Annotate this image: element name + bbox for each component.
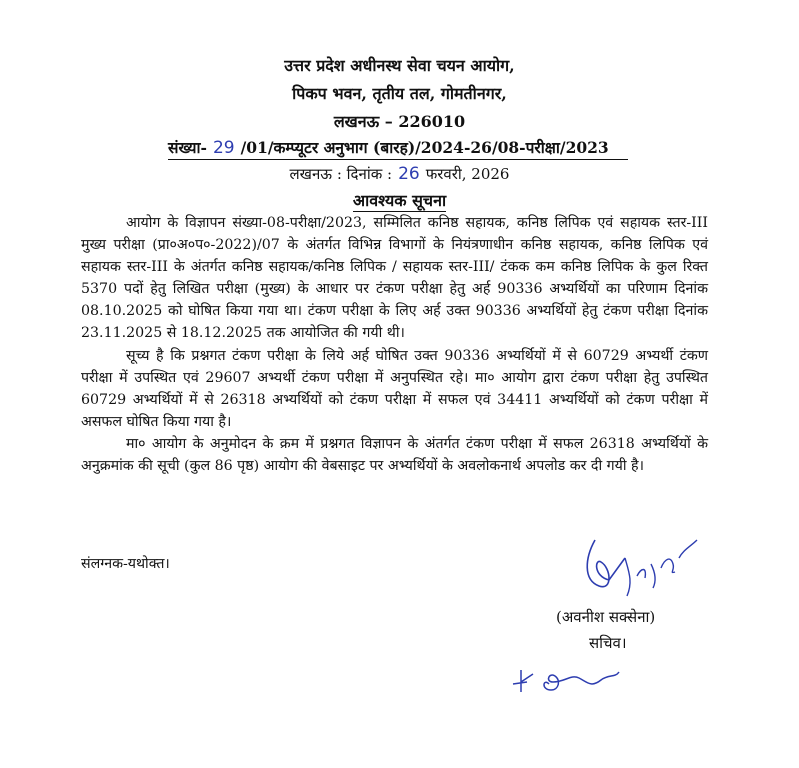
notice-body (81, 212, 708, 477)
paragraph-1: आयोग के विज्ञापन संख्या-08-परीक्षा/2023, सम्मिलित कनिष्ठ सहायक, कनिष्ठ लिपिक एवं सहायक स्तर-III मुख्य परीक्षा (प्रा०अ०प०-2022)/07 के अंतर्गत विभिन्न विभागों के नियंत्रणाधीन कनिष्ठ सहायक, कनिष्ठ लिपिक एवं सहायक स्तर-III के अंतर्गत कनिष्ठ सहायक/कनिष्ठ लिपिक / सहायक स्तर-III/ टंकक कम कनिष्ठ लिपिक के कुल रिक्त 5370 पदों हेतु लिखित परीक्षा (मुख्य) के आधार पर टंकण परीक्षा हेतु अर्ह 90336 अभ्यर्थियों का परिणाम दिनांक 08.10.2025 को घोषित किया गया था। टंकण परीक्षा के लिए अर्ह उक्त 90336 अभ्यर्थियों हेतु टंकण परीक्षा दिनांक 23.11.2025 से 18.12.2025 तक आयोजित की गयी थी। (81, 215, 708, 342)
paragraph-3: मा० आयोग के अनुमोदन के क्रम में प्रश्नगत विज्ञापन के अंतर्गत टंकण परीक्षा में सफल 26318 अभ्यर्थियों के अनुक्रमांक की सूची (कुल 86 पृष्ठ) आयोग की वेबसाइट पर अभ्यर्थियों के अवलोकनार्थ अपलोड कर दी गयी है। (81, 435, 708, 475)
initials-image (505, 662, 625, 698)
date-suffix: फरवरी, 2026 (425, 165, 510, 183)
handwritten-reference-number: 29 (212, 138, 235, 158)
date-prefix: लखनऊ : दिनांक : (289, 165, 393, 183)
enclosure-note: संलग्नक-यथोक्त। (81, 556, 170, 572)
paragraph-2: सूच्य है कि प्रश्नगत टंकण परीक्षा के लिये अर्ह घोषित उक्त 90336 अभ्यर्थियों में से 60729 अभ्यर्थी टंकण परीक्षा में उपस्थित एवं 29607 अभ्यर्थी टंकण परीक्षा में अनुपस्थित रहे। मा० आयोग द्वारा टंकण परीक्षा हेतु उपस्थित 60729 अभ्यर्थियों में से 26318 अभ्यर्थियों को टंकण परीक्षा में सफल एवं 34411 अभ्यर्थियों को टंकण परीक्षा में असफल घोषित किया गया है। (81, 347, 708, 430)
reference-prefix: संख्या- (168, 138, 207, 157)
org-city-pin: लखनऊ – 226010 (333, 112, 466, 131)
notice-title-text: आवश्यक सूचना (352, 191, 447, 210)
signatory-designation: सचिव। (589, 634, 627, 652)
reference-suffix: /01/कम्प्यूटर अनुभाग (बारह)/2024-26/08-परीक्षा/2023 (240, 138, 609, 157)
signatory-name: (अवनीश सक्सेना) (556, 608, 656, 626)
signature-image (565, 528, 715, 608)
notice-title (0, 189, 799, 211)
handwritten-day: 26 (398, 164, 420, 184)
org-name: उत्तर प्रदेश अधीनस्थ सेवा चयन आयोग, (284, 56, 515, 75)
date-line (0, 164, 799, 184)
org-address: पिकप भवन, तृतीय तल, गोमतीनगर, (292, 84, 507, 103)
reference-number (168, 136, 628, 160)
